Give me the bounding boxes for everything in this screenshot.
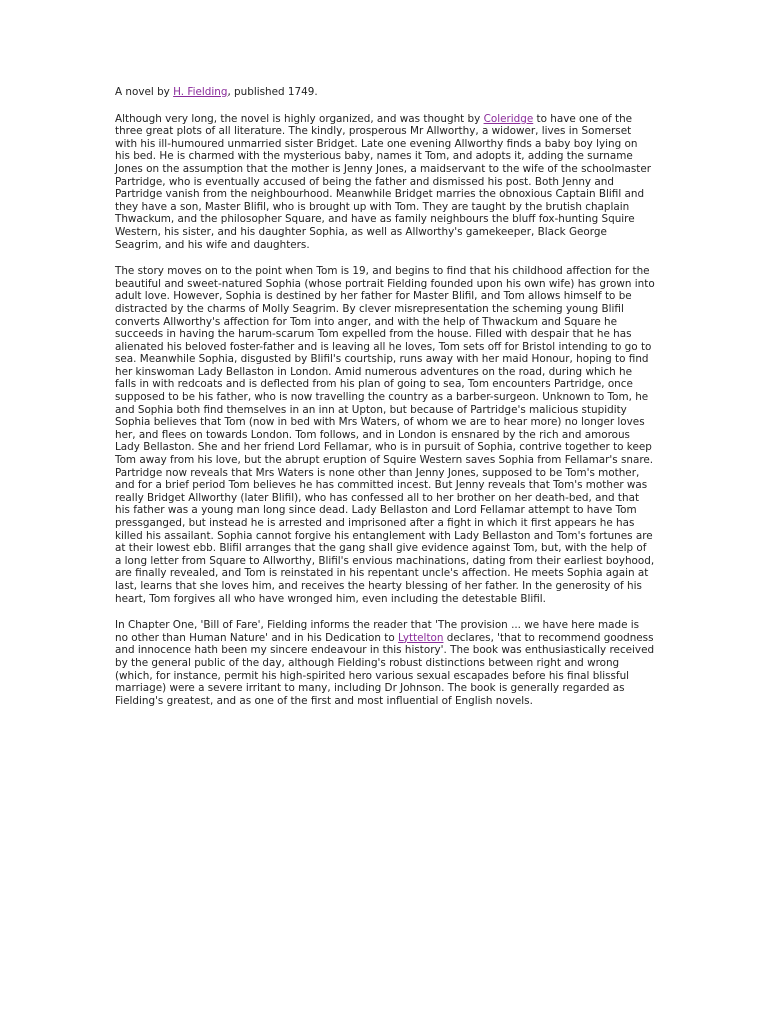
reception-paragraph [115,619,655,707]
lyttelton-link[interactable]: Lyttelton [398,631,444,644]
intro-text-before: A novel by [115,86,174,98]
p3-text-after: declares, 'that to recommend goodness and innocence hath been my sincere endeavour in this history'. The book was enthusiastically received by the general public of the day, although Fielding's robust distinctions between right and wrong (which, for instance, permit his high-spirited hero various sexual escapades before his final blissful marriage) were a severe irritant to many, including Dr Johnson. The book is generally regarded as Fielding's greatest, and as one of the first and most influential of English novels. [115,631,655,707]
author-link[interactable]: H. Fielding [173,86,228,98]
intro-text-after: , published 1749. [227,86,318,98]
p3-text-before: In Chapter One, 'Bill of Fare', Fielding informs the reader that 'The provision ... we have here made is no other than Human Nature' and in his Dedication to [115,619,640,644]
intro-paragraph [115,86,655,99]
p1-text-before: Although very long, the novel is highly organized, and was thought by [115,112,484,125]
plot-paragraph-2 [115,265,655,605]
plot-paragraph-1 [115,113,655,252]
coleridge-link[interactable]: Coleridge [483,112,534,125]
article-body [115,86,655,721]
p2-text: The story moves on to the point when Tom is 19, and begins to find that his childhood affection for the beautiful and sweet-natured Sophia (whose portrait Fielding founded upon his own wife) has grown into adult love. However, Sophia is destined by her father for Master Blifil, and Tom allows himself to be distracted by the charms of Molly Seagrim. By clever misrepresentation the scheming young Blifil converts Allworthy's affection for Tom into anger, and with the help of Thwackum and Square he succeeds in having the harum-scarum Tom expelled from the house. Filled with despair that he has alienated his beloved foster-father and is leaving all he loves, Tom sets off for Bristol intending to go to sea. Meanwhile Sophia, disgusted by Blifil's courtship, runs away with her maid Honour, hoping to find her kinswoman Lady Bellaston in London. Amid numerous adventures on the road, during which he falls in with redcoats and is deflected from his plan of going to sea, Tom encounters Partridge, once supposed to be his father, who is now travelling the country as a barber-surgeon. Unknown to Tom, he and Sophia both find themselves in an inn at Upton, but because of Partridge's malicious stupidity Sophia believes that Tom (now in bed with Mrs Waters, of whom we are to hear more) no longer loves her, and flees on towards London. Tom follows, and in London is ensnared by the rich and amorous Lady Bellaston. She and her friend Lord Fellamar, who is in pursuit of Sophia, contrive together to keep Tom away from his love, but the abrupt eruption of Squire Western saves Sophia from Fellamar's snare. Partridge now reveals that Mrs Waters is none other than Jenny Jones, supposed to be Tom's mother, and for a brief period Tom believes he has committed incest. But Jenny reveals that Tom's mother was really Bridget Allworthy (later Blifil), who has confessed all to her brother on her death-bed, and that his father was a young man long since dead. Lady Bellaston and Lord Fellamar attempt to have Tom pressganged, but instead he is arrested and imprisoned after a fight in which it first appears he has killed his assailant. Sophia cannot forgive his entanglement with Lady Bellaston and Tom's fortunes are at their lowest ebb. Blifil arranges that the gang shall give evidence against Tom, but, with the help of a long letter from Square to Allworthy, Blifil's envious machinations, dating from their earliest boyhood, are finally revealed, and Tom is reinstated in his repentant uncle's affection. He meets Sophia again at last, learns that she loves him, and receives the hearty blessing of her father. In the generosity of his heart, Tom forgives all who have wronged him, even including the detestable Blifil. [115,265,655,605]
p1-text-after: to have one of the three great plots of all literature. The kindly, prosperous Mr Allworthy, a widower, lives in Somerset with his ill-humoured unmarried sister Bridget. Late one evening Allworthy finds a baby boy lying on his bed. He is charmed with the mysterious baby, names it Tom, and adopts it, adding the surname Jones on the assumption that the mother is Jenny Jones, a maidservant to the wife of the schoolmaster Partridge, who is eventually accused of being the father and dismissed his post. Both Jenny and Partridge vanish from the neighbourhood. Meanwhile Bridget marries the obnoxious Captain Blifil and they have a son, Master Blifil, who is brought up with Tom. They are taught by the brutish chaplain Thwackum, and the philosopher Square, and have as family neighbours the bluff fox-hunting Squire Western, his sister, and his daughter Sophia, as well as Allworthy's gamekeeper, Black George Seagrim, and his wife and daughters. [115,112,652,251]
